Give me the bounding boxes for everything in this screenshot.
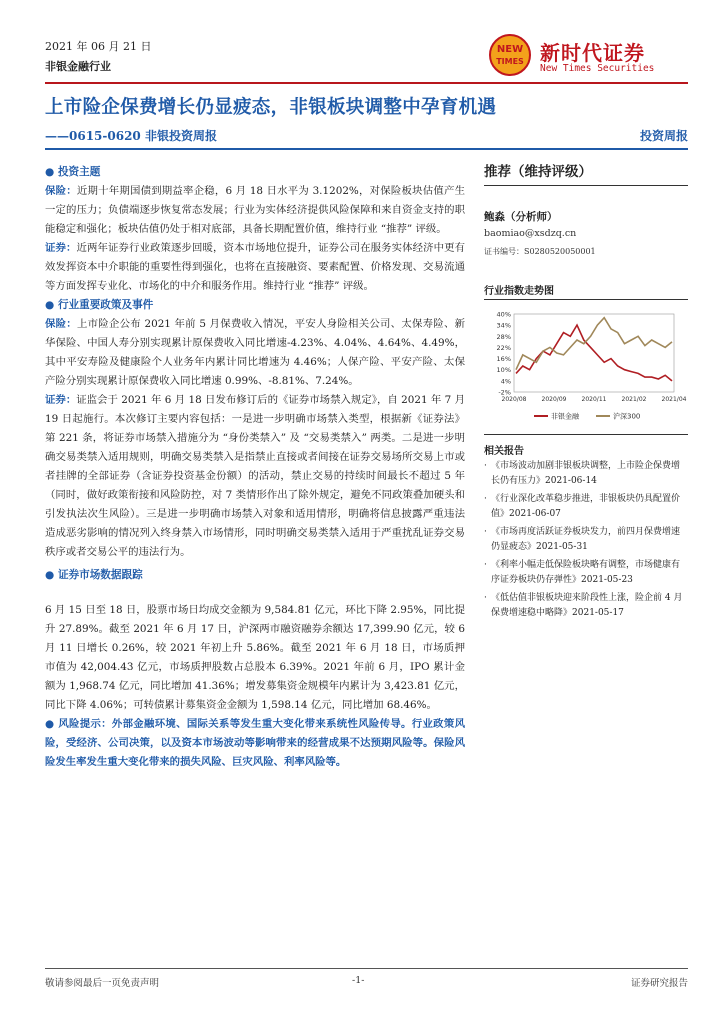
x-tick-label: 2021/04	[661, 396, 687, 403]
report-title: 上市险企保费增长仍显疲态，非银板块调整中孕育机遇	[45, 97, 497, 118]
section-investment-theme: ● 投资主题	[45, 166, 101, 178]
company-logo	[488, 33, 688, 77]
title-divider	[45, 148, 688, 150]
y-tick-label: 28%	[496, 332, 511, 341]
footer-disclaimer: 敬请参阅最后一页免责声明	[45, 978, 160, 989]
paragraph-insurance-policy: 保险：上市险企公布 2021 年前 5 月保费收入情况，平安人身险相关公司、太保寿险、新华保险、中国人寿分别实现累计原保费收入同比增速-4.23%、4.04%、4.64%、4.49%，其中平安寿险及健康险个人业务年内累计同比增速为 4.46%；人保产险、平安产险、太保产险分别实现累计原保费收入同比增速 0.99%、-8.81%、7.24%。	[45, 318, 465, 387]
y-tick-label: 34%	[496, 321, 511, 330]
x-tick-label: 2020/08	[501, 396, 527, 403]
analyst-name: 鲍淼（分析师）	[484, 211, 558, 223]
related-report-item[interactable]: · 《市场再度活跃证券板块发力，前四月保费增速仍显疲态》2021-05-31	[484, 525, 688, 555]
y-tick-label: 22%	[496, 343, 511, 352]
main-content	[45, 163, 465, 772]
y-tick-label: 40%	[496, 310, 511, 319]
paragraph-insurance-theme: 保险：近期十年期国债到期益率企稳，6 月 18 日水平为 3.1202%，对保险板块估值产生一定的压力；负债端逐步恢复常态发展；行业为实体经济提供风险保障和来自资金支持的职能稳定和强化；板块估值仍处于相对底部，具备长期配置价值，维持行业 “推荐” 评级。	[45, 185, 465, 235]
logo-mark-icon	[488, 33, 532, 77]
paragraph-securities-theme: 证券：近两年证券行业政策逐步回暖，资本市场地位提升，证券公司在服务实体经济中更有效发挥资本中介职能的重要性得到强化，也将在直接融资、要素配置、价格发现、交易流通等方面发挥专业化、市场化的中介和服务作用。维持行业 “推荐” 评级。	[45, 242, 466, 292]
report-subtitle: ——0615-0620 非银投资周报	[45, 129, 217, 143]
plot-frame	[514, 314, 674, 392]
y-tick-label: 10%	[496, 366, 511, 375]
x-tick-label: 2021/02	[621, 396, 647, 403]
x-tick-label: 2020/11	[581, 396, 607, 403]
related-report-item[interactable]: · 《低估值非银板块迎来阶段性上涨，险企前 4 月保费增速稳中略降》2021-05-17	[484, 591, 688, 621]
related-reports-title: 相关报告	[484, 446, 524, 457]
related-report-item[interactable]: · 《行业深化改革稳步推进，非银板块仍具配置价值》2021-06-07	[484, 492, 688, 522]
rating-recommendation: 推荐（维持评级）	[484, 164, 592, 180]
legend-label: 沪深300	[613, 412, 641, 421]
section-market-data: ● 证券市场数据跟踪	[45, 569, 143, 581]
series-line-nonbank	[516, 325, 672, 381]
paragraph-market-data: 6 月 15 日至 18 日，股票市场日均成交金额为 9,584.81 亿元，环比下降 2.95%，同比提升 27.89%。截至 2021 年 6 月 17 日，沪深两市融资融券余额达 17,399.90 亿元，较 6 月 11 日增长 0.26%，较 2021 年初上升 5.86%。截至 2021 年 6 月 18 日，市场质押市值为 42,004.43 亿元，市场质押股数占总股本 6.39%。2021 年前 6 月，IPO 累计金额为 1,968.74 亿元，同比增加 41.36%；增发募集资金规模年内累计为 3,423.81 亿元，同比下降 4.06%；可转债累计募集资金金额为 1,598.14 亿元，同比增加 68.46%。	[45, 604, 465, 711]
related-report-item[interactable]: · 《市场波动加剧非银板块调整，上市险企保费增长仍有压力》2021-06-14	[484, 459, 688, 489]
logo-mark-top: NEW	[496, 44, 524, 55]
y-tick-label: 16%	[496, 355, 511, 364]
report-type-label: 投资周报	[639, 129, 688, 143]
y-tick-label: -2%	[498, 388, 511, 397]
footer-label: 证券研究报告	[630, 978, 688, 989]
index-trend-chart	[484, 304, 688, 428]
analyst-email[interactable]: baomiao@xsdzq.cn	[484, 228, 577, 239]
section-policy-events: ● 行业重要政策及事件	[45, 299, 154, 311]
chart-heading: 行业指数走势图	[484, 286, 554, 297]
analyst-certificate: 证书编号：S0280520050001	[484, 247, 596, 256]
y-tick-label: 4%	[500, 377, 511, 386]
x-tick-label: 2020/09	[541, 396, 567, 403]
header-divider	[45, 82, 688, 84]
series-line-hs300	[516, 318, 672, 370]
logo-mark-bottom: TIMES	[496, 57, 524, 66]
rating-divider	[484, 185, 688, 186]
paragraph-securities-policy: 证券：证监会于 2021 年 6 月 18 日发布修订后的《证券市场禁入规定》，自 2021 年 7 月 19 日起施行。本次修订主要内容包括：一是进一步明确市场禁入类型，根据新《证券法》第 221 条，将证券市场禁入措施分为 “身份类禁入” 及 “交易类禁入” 两类。二是进一步明确交易类禁入适用规则，明确交易类禁入是指禁止直接或者间接在证券交易场所交易上市或者挂牌的全部证券（含证券投资基金份额）的活动，禁止交易的持续时间最长不超过 5 年（同时，做好政策衔接和风险防控，对 7 类情形作出了除外规定，避免不同政策叠加硬头和引发执法次生风险）。三是进一步明确市场禁入对象和适用情形，明确将信息披露严重违法造成恶劣影响的情况列入终身禁入市场情形，同时明确交易类禁入适用于严重扰乱证券交易秩序或者交易公平的违法行为。	[45, 394, 466, 558]
page-number: -1-	[352, 975, 365, 986]
chart-bottom-divider	[484, 434, 688, 435]
related-report-item[interactable]: · 《利率小幅走低保险板块略有调整，市场健康有序证券板块仍存弹性》2021-05-23	[484, 558, 688, 588]
legend-label: 非银金融	[551, 412, 579, 421]
logo-english-name: New Times Securities	[540, 63, 655, 74]
chart-top-divider	[484, 299, 688, 300]
sector-label: 非银金融行业	[45, 60, 111, 73]
footer-divider	[45, 968, 688, 969]
logo-chinese-name: 新时代证券	[540, 41, 645, 65]
report-date: 2021 年 06 月 21 日	[45, 40, 152, 53]
related-reports-list	[484, 459, 688, 624]
paragraph-risk-warning: ● 风险提示：外部金融环境、国际关系等发生重大变化带来系统性风险传导。行业政策风险，受经济、公司决策，以及资本市场波动等影响带来的经营成果不达预期风险等。保险风险发生率发生重大变化带来的损失风险、巨灾风险、利率风险等。	[45, 718, 465, 768]
